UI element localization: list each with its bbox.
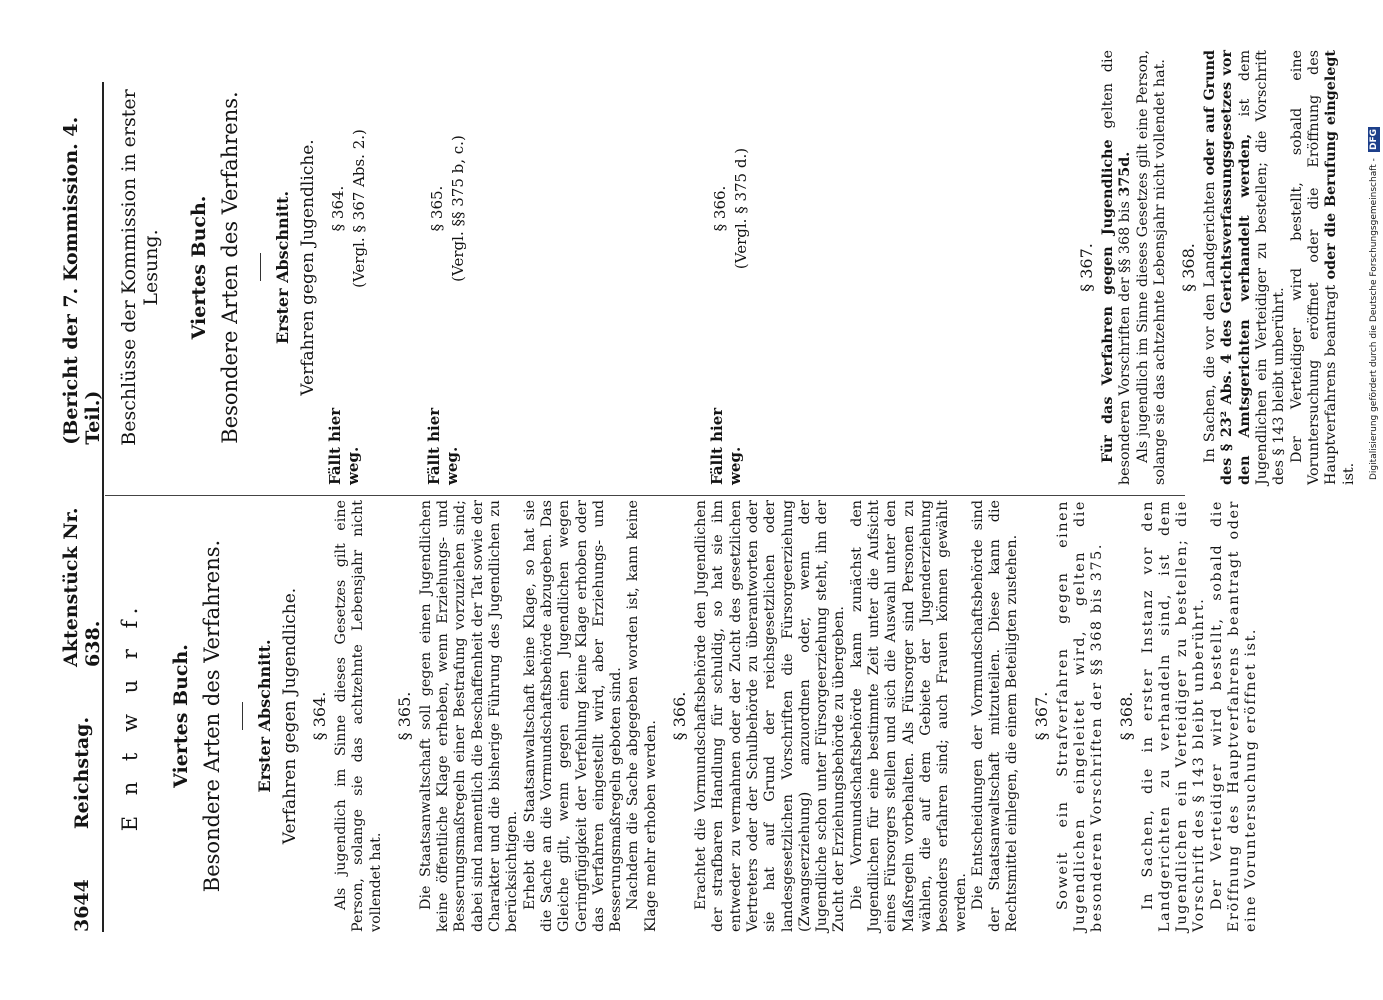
right-para-366-note: (Vergl. § 375 d.)	[732, 147, 750, 270]
right-para-367-text-1: Für das Verfahren gegen Jugendliche gelten die besonderen Vorschriften der §§ 368 bis 375d.	[1100, 50, 1134, 485]
left-para-364-text: Als jugendlich im Sinne dieses Gesetzes gilt eine Person, solange sie das achtzehnte Lebensjahr nicht vollendet hat.	[333, 500, 384, 932]
institution: Reichstag.	[71, 716, 93, 830]
right-para-364	[326, 50, 371, 485]
left-para-366-text-3: Die Entscheidungen der Vormundschaftsbehörde sind der Staatsanwaltschaft mitzuteilen. Diese kann die Rechtsmittel einlegen, die einem Beteiligten zustehen.	[969, 500, 1021, 932]
left-column-title: E n t w u r f.	[118, 600, 142, 832]
left-para-368-heading: § 368.	[1116, 691, 1136, 741]
left-para-365-heading: § 365.	[394, 691, 414, 741]
left-column-entwurf	[108, 500, 1261, 932]
right-para-368-heading: § 368.	[1179, 243, 1199, 292]
report-label: (Bericht der 7. Kommission. 4. Teil.)	[60, 116, 104, 445]
dfg-logo: DFG	[1369, 129, 1379, 151]
right-para-364-heading: § 364.	[329, 185, 347, 232]
right-para-365-note: (Vergl. §§ 375 b, c.)	[449, 135, 467, 282]
column-divider	[105, 495, 1185, 496]
falls-weg-label: Fällt hier weg.	[425, 407, 461, 485]
right-para-368-text-2: Der Verteidiger wird bestellt, sobald eine Voruntersuchung eröffnet oder die Eröffnung des Hauptverfahrens beantragt oder die Berufung eingelegt ist.	[1288, 50, 1357, 485]
right-column-title: Beschlüsse der Kommission in erster Lesung.	[118, 89, 162, 446]
bold-amendment: Für das Verfahren gegen Jugendliche	[1100, 139, 1116, 463]
left-para-365-text-2: Erhebt die Staatsanwaltschaft keine Klage, so hat sie die Sache an die Vormundschaftsbehörde abzugeben. Das Gleiche gilt, wenn gegen einen Jugendlichen wegen Geringfügigkeit der Verfehlung keine Klage erhoben oder das Verfahren eingestellt wird, aber Erziehungs- und Besserungsmaßregeln geboten sind.	[521, 500, 625, 932]
divider	[260, 254, 261, 282]
right-para-365-heading: § 365.	[428, 185, 446, 232]
dfg-note: Digitalisierung gefördert durch die Deutsche Forschungsgemeinschaft -	[1369, 158, 1379, 480]
right-para-365	[425, 50, 470, 485]
bold-amendment: 375d.	[1117, 151, 1134, 197]
left-para-366-heading: § 366.	[670, 691, 690, 741]
left-book-heading: Viertes Buch.	[170, 644, 192, 788]
right-para-367-heading: § 367.	[1077, 243, 1096, 292]
left-para-367-text: Soweit ein Strafverfahren gegen einen Jugendlichen eingeleitet wird, gelten die besonderen Vorschriften der §§ 368 bis 375.	[1054, 500, 1106, 932]
falls-weg-label: Fällt hier weg.	[708, 407, 744, 485]
right-book-subtitle: Besondere Arten des Verfahrens.	[218, 91, 242, 444]
left-para-368-text-1: In Sachen, die in erster Instanz vor den Landgerichten zu verhandeln sind, ist dem Jugendlichen ein Verteidiger zu bestellen; die Vorschrift des § 143 bleibt unberührt.	[1139, 500, 1208, 932]
bold-amendment: oder die Berufung eingelegt	[1323, 50, 1340, 280]
right-para-364-note: (Vergl. § 367 Abs. 2.)	[350, 129, 368, 288]
left-para-364-heading: § 364.	[310, 691, 329, 741]
left-para-366-text-1: Erachtet die Vormundschaftsbehörde den Jugendlichen der strafbaren Handlung für schuldig, so hat sie ihn entweder zu vermahnen oder der Zucht des gesetzlichen Vertreters oder der Schulbehörde zu überantworten oder sie hat auf Grund der reichsgesetzlichen oder landesgesetzlichen Vorschriften die Fürsorgeerziehung (Zwangserziehung) anzuordnen oder, wenn der Jugendliche schon unter Fürsorgeerziehung steht, ihn der Zucht der Erziehungsbehörde zu übergeben.	[693, 500, 848, 932]
right-section-heading: Erster Abschnitt.	[273, 190, 292, 345]
right-book-heading: Viertes Buch.	[188, 195, 210, 340]
left-section-subtitle: Verfahren gegen Jugendliche.	[280, 587, 300, 845]
dfg-credit	[1366, 10, 1382, 480]
page-header	[62, 82, 104, 932]
document-ref: Aktenstück Nr. 638.	[60, 507, 104, 667]
page-number: 3644	[71, 879, 93, 932]
left-para-365-text-1: Die Staatsanwaltschaft soll gegen einen Jugendlichen keine öffentliche Klage erheben, wenn Erziehungs- und Besserungsmaßregeln einer Bestrafung vorzuziehen sind; dabei sind namentlich die Beschaffenheit der Tat sowie der Charakter und die bisherige Führung des Jugendlichen zu berücksichtigen.	[417, 500, 521, 932]
divider	[242, 702, 243, 730]
right-para-368-text-1: In Sachen, die vor den Landgerichten oder auf Grund des § 23² Abs. 4 des Gerichtsverfassungsgesetzes vor den Amtsgerichten verhandelt werden, ist dem Jugendlichen ein Verteidiger zu bestellen; die Vorschrift des § 143 bleibt unberührt.	[1202, 49, 1288, 485]
right-section-subtitle: Verfahren gegen Jugendliche.	[298, 139, 318, 396]
right-para-366-heading: § 366.	[711, 185, 729, 232]
right-para-367-text-2: Als jugendlich im Sinne dieses Gesetzes gilt eine Person, solange sie das achtzehnte Lebensjahr nicht vollendet hat.	[1134, 50, 1168, 485]
left-para-366-text-2: Die Vormundschaftsbehörde kann zunächst den Jugendlichen für eine bestimmte Zeit unter die Aufsicht eines Fürsorgers stellen und sich die Auswahl unter den Maßregeln vorbehalten. Als Fürsorger sind Personen zu wählen, die auf dem Gebiete der Jugenderziehung besonders erfahren sind; auch Frauen können gewählt werden.	[848, 500, 969, 932]
left-para-365-text-3: Nachdem die Sache abgegeben worden ist, kann keine Klage mehr erhoben werden.	[625, 500, 659, 932]
left-section-heading: Erster Abschnitt.	[255, 639, 274, 793]
right-column-beschluesse	[108, 50, 1358, 485]
left-para-367-heading: § 367.	[1031, 691, 1051, 741]
bold-amendment: oder auf Grund des § 23² Abs. 4 des Gerichtsverfassungsgesetzes vor den Amtsgerichten verhandelt werden,	[1202, 50, 1253, 485]
left-para-368-text-2: Der Verteidiger wird bestellt, sobald die Eröffnung des Hauptverfahrens beantragt oder eine Voruntersuchung eröffnet ist.	[1208, 500, 1260, 932]
left-book-subtitle: Besondere Arten des Verfahrens.	[200, 539, 224, 893]
right-para-366	[708, 50, 753, 485]
falls-weg-label: Fällt hier weg.	[326, 407, 362, 485]
